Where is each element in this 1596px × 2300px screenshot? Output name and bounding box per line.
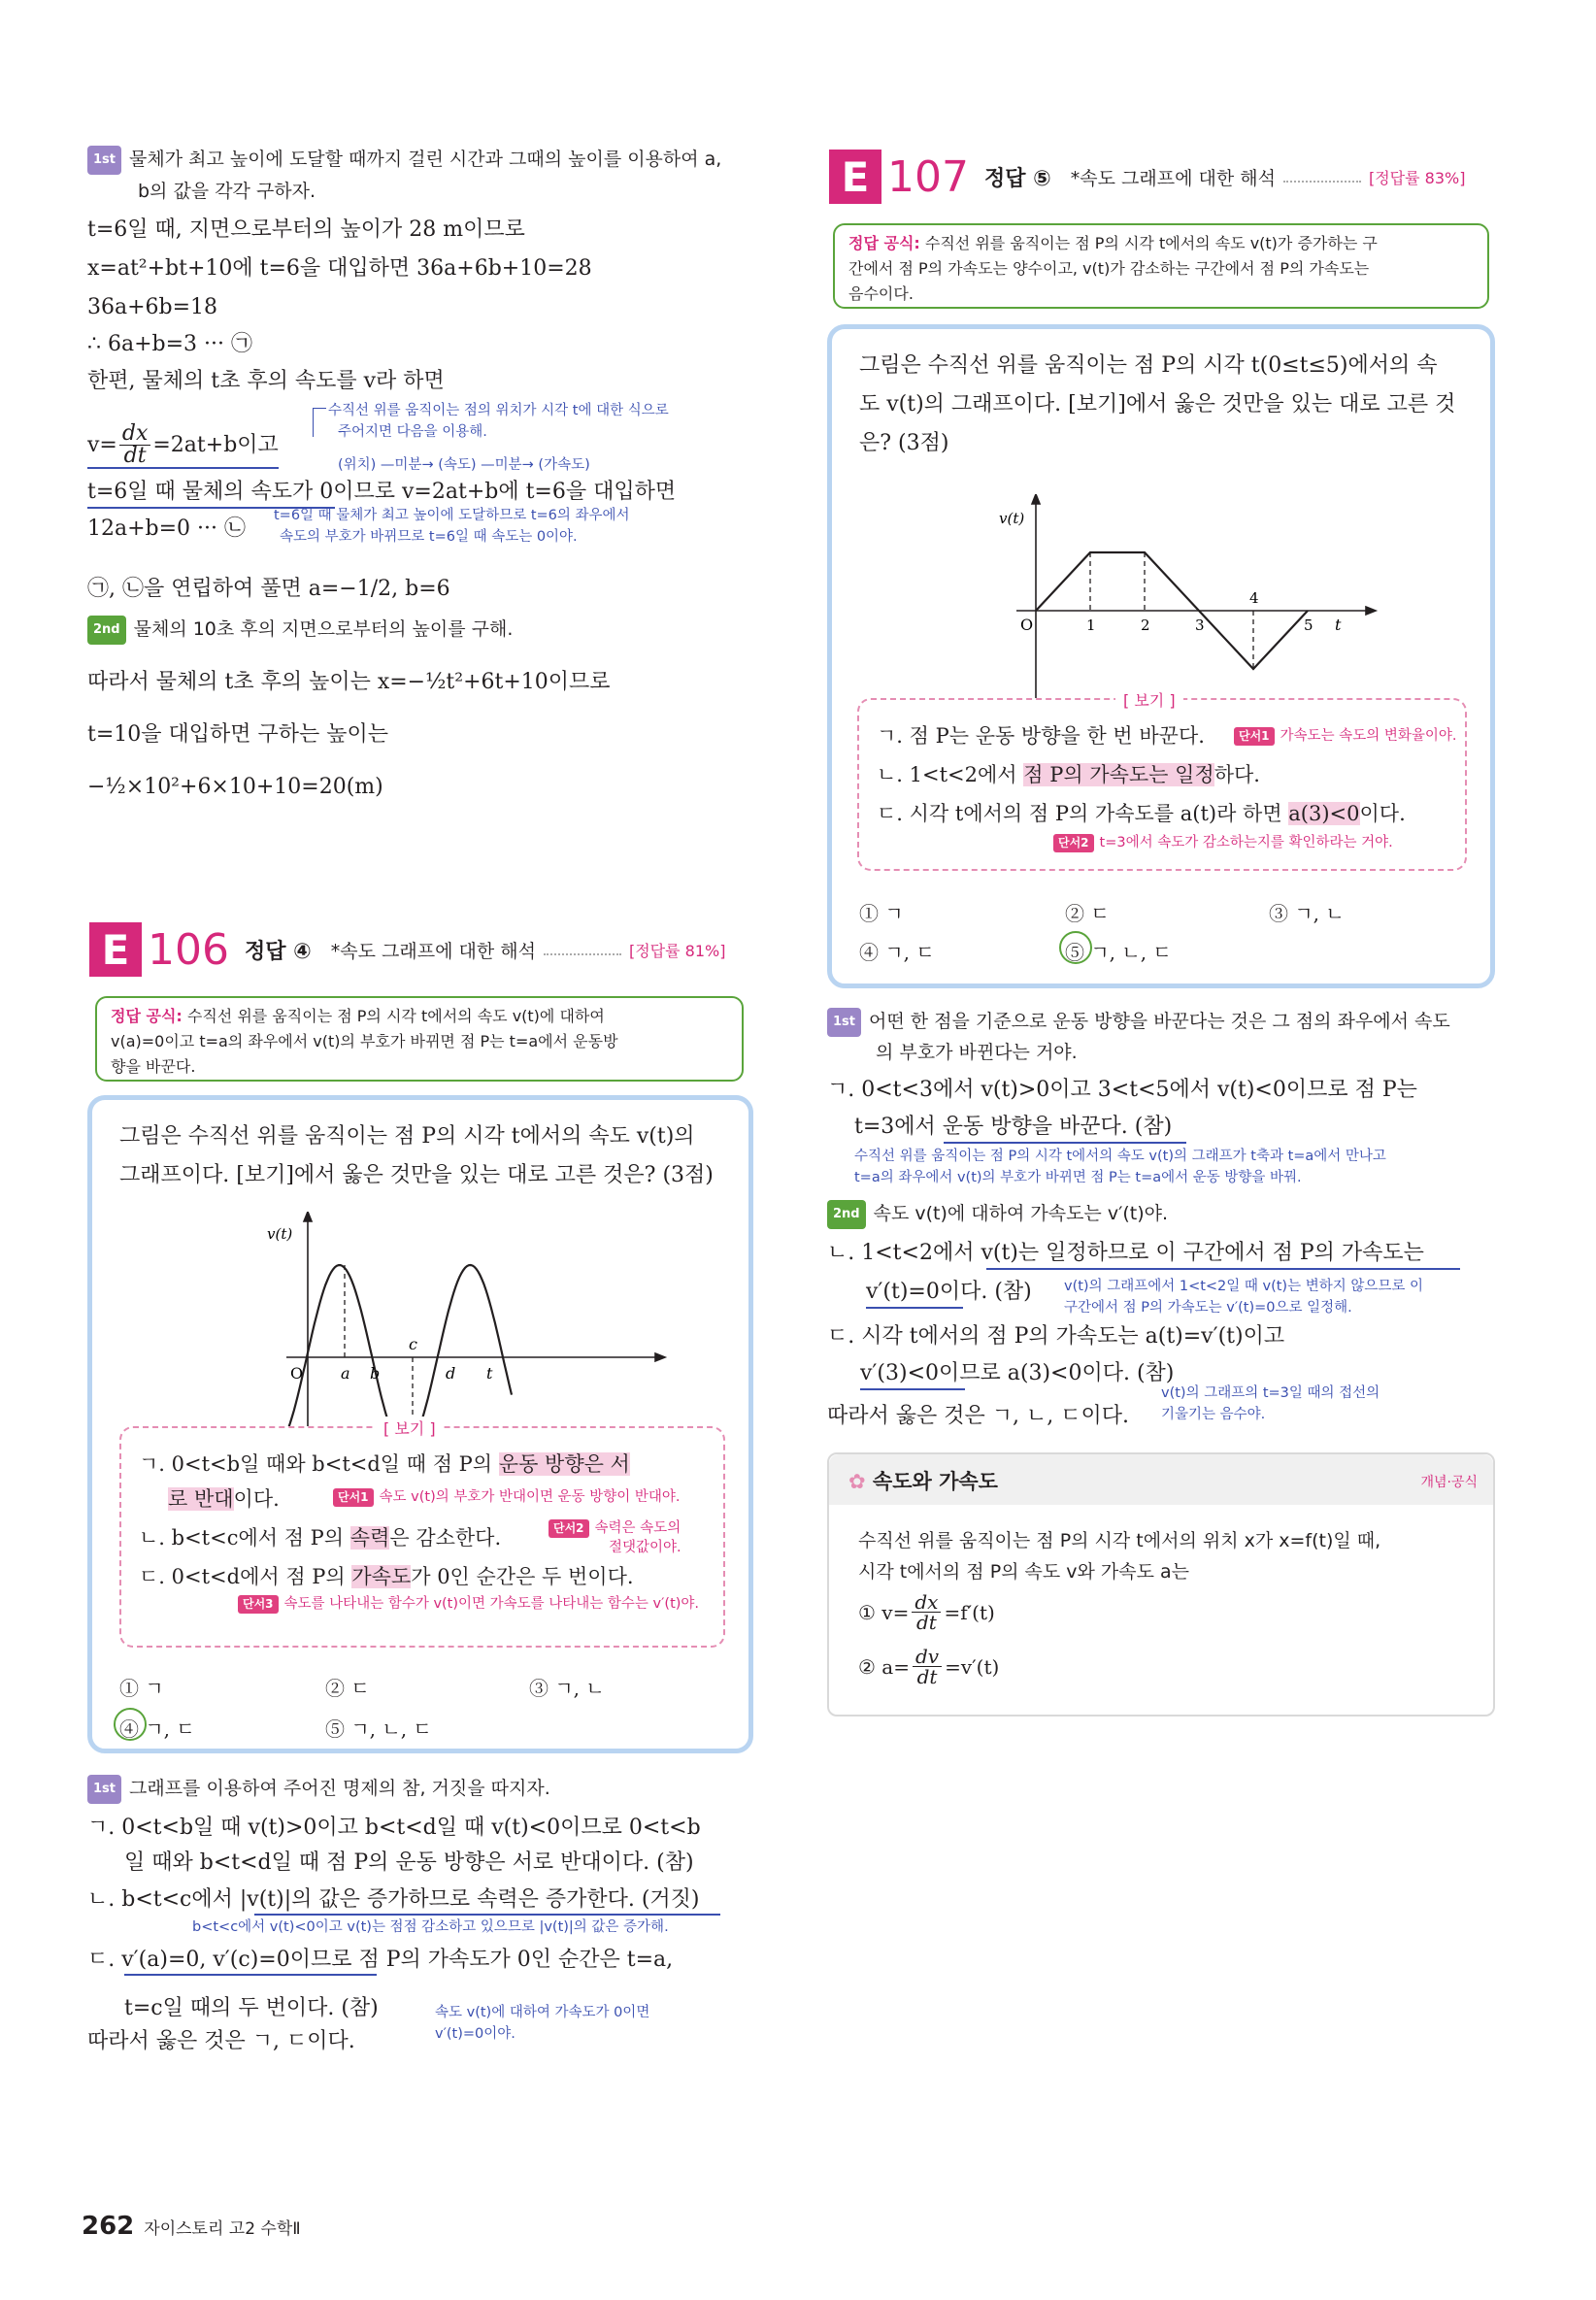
answer-label: 정답 ④: [244, 939, 312, 964]
underline: [254, 1914, 720, 1916]
concept-text: 수직선 위를 움직이는 점 P의 시각 t에서의 위치 x가 x=f(t)일 때,: [858, 1530, 1381, 1551]
note: b<t<c에서 v(t)<0이고 v(t)는 점점 감소하고 있으므로 |v(t)|의 값은 증가해.: [192, 1919, 669, 1935]
underline: [944, 1142, 1186, 1144]
choice-3[interactable]: ③ ㄱ, ㄴ: [1269, 902, 1345, 925]
problem-topic: *속도 그래프에 대한 해석: [330, 940, 536, 962]
concept-title: ✿ 속도와 가속도: [848, 1470, 998, 1493]
problem-badge: E: [89, 922, 142, 977]
hint-3: 단서3 속도를 나타내는 함수가 v(t)이면 가속도를 나타내는 함수는 v′(t)야.: [238, 1595, 699, 1614]
bogi-item-2: ㄴ. b<t<c에서 점 P의 속력은 감소한다.: [139, 1526, 502, 1550]
bogi-item-2: ㄴ. 1<t<2에서 점 P의 가속도는 일정하다.: [877, 763, 1260, 786]
choice-5[interactable]: ⑤ ㄱ, ㄴ, ㄷ: [325, 1717, 432, 1741]
formula-velocity: ① v= $\frac{dx}{dt}$ =f′(t): [858, 1590, 995, 1634]
t-axis-arrow: [655, 1353, 665, 1361]
solution-line: 일 때와 b<t<d일 때 점 P의 운동 방향은 서로 반대이다. (참): [124, 1850, 694, 1875]
key-formula-box: 정답 공식: 수직선 위를 움직이는 점 P의 시각 t에서의 속도 v(t)에 대하여 v(a)=0이고 t=a의 좌우에서 v(t)의 부호가 바뀌면 점 P는 t=a에서 운동방 향을 바꾼다.: [95, 996, 744, 1082]
dotted-leader: [544, 944, 621, 955]
step1-text-2: b의 값을 각각 구하자.: [138, 181, 316, 202]
choice-3[interactable]: ③ ㄱ, ㄴ: [529, 1677, 605, 1700]
bogi-item-3: ㄷ. 0<t<d에서 점 P의 가속도가 0인 순간은 두 번이다.: [139, 1565, 634, 1588]
solution-line: v′(t)=0이다. (참): [866, 1280, 1032, 1304]
solution-line: t=10을 대입하면 구하는 높이는: [87, 722, 389, 747]
choice-2[interactable]: ② ㄷ: [1065, 902, 1110, 925]
step1-text: 물체가 최고 높이에 도달할 때까지 걸린 시간과 그때의 높이를 이용하여 a,: [129, 149, 722, 170]
note: (위치) —미분→ (속도) —미분→ (가속도): [338, 457, 590, 473]
question-box-107: [827, 324, 1495, 988]
question-box-106: [87, 1095, 753, 1753]
choice-1[interactable]: ① ㄱ: [119, 1677, 164, 1700]
problem-header-107: [829, 150, 1465, 204]
underline: [860, 1388, 965, 1390]
bogi-item-1: ㄱ. 점 P는 운동 방향을 한 번 바꾼다.: [877, 724, 1205, 748]
solution-line: ㄱ. 0<t<b일 때 v(t)>0이고 b<t<d일 때 v(t)<0이므로 0<t<b: [87, 1816, 701, 1840]
note: 속도의 부호가 바뀌므로 t=6일 때 속도는 0이야.: [280, 529, 578, 545]
tick-label-2: 2: [1141, 617, 1150, 634]
note: v(t)의 그래프의 t=3일 때의 접선의: [1161, 1385, 1380, 1401]
graph-label-c: c: [409, 1335, 417, 1353]
solution-line: ㉠, ㉡을 연립하여 풀면 a=−1/2, b=6: [87, 577, 450, 601]
solution-line: ㄴ. 1<t<2에서 v(t)는 일정하므로 이 구간에서 점 P의 가속도는: [827, 1241, 1424, 1265]
solution-line: v′(3)<0이므로 a(3)<0이다. (참): [860, 1361, 1175, 1385]
step2-text: 물체의 10초 후의 지면으로부터의 높이를 구해.: [133, 618, 514, 640]
solution-line: x=at²+bt+10에 t=6을 대입하면 36a+6b+10=28: [87, 256, 592, 281]
bogi-box-107: [857, 691, 1467, 871]
graph-label-t: t: [486, 1364, 493, 1383]
solution-line: ㄷ. v′(a)=0, v′(c)=0이므로 점 P의 가속도가 0인 순간은 t=a,: [87, 1948, 674, 1972]
bogi-item-3: ㄷ. 시각 t에서의 점 P의 가속도를 a(t)라 하면 a(3)<0이다.: [877, 802, 1406, 825]
note: 수직선 위를 움직이는 점의 위치가 시각 t에 대한 식으로: [328, 403, 669, 418]
correct-rate: [정답률 83%]: [1368, 168, 1466, 187]
concept-text: 시각 t에서의 점 P의 속도 v와 가속도 a는: [858, 1561, 1190, 1583]
choice-2[interactable]: ② ㄷ: [325, 1677, 370, 1700]
step2-text: 속도 v(t)에 대하여 가속도는 v′(t)야.: [873, 1203, 1169, 1224]
hint-1: 단서1 속도 v(t)의 부호가 반대이면 운동 방향이 반대야.: [333, 1488, 681, 1507]
graph-label-vt: v(t): [267, 1225, 293, 1243]
solution-line: 따라서 물체의 t초 후의 높이는 x=−½t²+6t+10이므로: [87, 670, 611, 694]
solution-line: t=6일 때, 지면으로부터의 높이가 28 m이므로: [87, 217, 525, 242]
solution-line: ㄴ. b<t<c에서 |v(t)|의 값은 증가하므로 속력은 증가한다. (거짓): [87, 1887, 700, 1912]
question-text: 도 v(t)의 그래프이다. [보기]에서 옳은 것만을 있는 대로 고른 것: [859, 392, 1456, 417]
problem-topic: *속도 그래프에 대한 해석: [1070, 167, 1276, 189]
underline: [986, 1268, 1460, 1270]
bogi-title: [ 보기 ]: [1115, 688, 1183, 711]
graph-label-t: t: [1335, 616, 1342, 634]
solution-line: −½×10²+6×10+10=20(m): [87, 775, 383, 799]
note: 구간에서 점 P의 가속도는 v′(t)=0으로 일정해.: [1064, 1300, 1352, 1316]
concept-tag: 개념·공식: [1420, 1475, 1478, 1490]
question-text: 그래프이다. [보기]에서 옳은 것만을 있는 대로 고른 것은? (3점): [119, 1163, 714, 1187]
tick-label-3: 3: [1195, 617, 1205, 634]
graph-label-b: b: [370, 1364, 381, 1383]
step-tag-1st: 1st: [87, 146, 121, 175]
problem-number: 107: [887, 151, 969, 202]
step-tag-2nd: 2nd: [87, 616, 126, 645]
graph-label-d: d: [446, 1364, 456, 1383]
choice-4[interactable]: ④ ㄱ, ㄷ: [119, 1717, 195, 1741]
graph-label-origin: O: [1020, 616, 1034, 634]
step1-text: 그래프를 이용하여 주어진 명제의 참, 거짓을 따지자.: [129, 1778, 550, 1799]
solution-line: t=3에서 운동 방향을 바꾼다. (참): [854, 1115, 1173, 1139]
bogi-item-1: ㄱ. 0<t<b일 때와 b<t<d일 때 점 P의 운동 방향은 서: [139, 1452, 630, 1476]
question-text: 그림은 수직선 위를 움직이는 점 P의 시각 t에서의 속도 v(t)의: [119, 1124, 695, 1149]
velocity-formula: v= $\frac{dx}{dt}$ =2at+b이고: [87, 421, 279, 468]
note: 주어지면 다음을 이용해.: [338, 424, 487, 440]
note: v(t)의 그래프에서 1<t<2일 때 v(t)는 변하지 않으므로 이: [1064, 1279, 1423, 1294]
formula-acceleration: ② a= $\frac{dv}{dt}$ =v′(t): [858, 1645, 1000, 1688]
hint-2: 단서2 속력은 속도의: [549, 1519, 681, 1538]
solution-line: t=6일 때 물체의 속도가 0이므로 v=2at+b에 t=6을 대입하면: [87, 480, 677, 504]
note: 수직선 위를 움직이는 점 P의 시각 t에서의 속도 v(t)의 그래프가 t축과 t=a에서 만나고: [854, 1149, 1386, 1164]
page-footer: [82, 2212, 301, 2241]
tick-label-1: 1: [1086, 617, 1096, 634]
choice-1[interactable]: ① ㄱ: [859, 902, 904, 925]
selected-answer-circle: [1059, 931, 1092, 964]
dotted-leader: [1283, 171, 1361, 183]
solution-line: 12a+b=0 ··· ㉡: [87, 517, 247, 541]
note-connector: [313, 408, 326, 437]
key-formula-box: 정답 공식: 수직선 위를 움직이는 점 P의 시각 t에서의 속도 v(t)가 증가하는 구 간에서 점 P의 가속도는 양수이고, v(t)가 감소하는 구간에서 점 P의 가속도는 음수이다.: [833, 223, 1489, 309]
concept-box: [827, 1452, 1495, 1717]
page-number: 262: [82, 2212, 135, 2241]
note: 기울기는 음수야.: [1161, 1407, 1266, 1422]
tick-label-4: 4: [1249, 589, 1259, 607]
bogi-box-106: [ 보기 ] ㄱ. 0<t<b일 때와 b<t<d일 때 점 P의 운동 방향은 서 로 반대이다. 단서1 속도 v(t)의 부호가 반대이면 운동 방향이 반대야. ㄴ. b<t<c에서 점 P의 속력은 감소한다. 단서2 속력은 속도의 절댓값이야. ㄷ. 0<t<d에서 점 P의 가속도가 0인 순간은 두 번이다. 단서3 속도를 나타내는 함수가 v(t)이면 가속도를 나타내는 함수는 v′(t)야.: [119, 1426, 725, 1648]
v-axis-arrow: [304, 1212, 312, 1221]
graph-label-vt: v(t): [999, 510, 1025, 527]
t-axis-arrow: [1366, 607, 1376, 615]
graph-label-origin: O: [290, 1364, 304, 1383]
note: t=a의 좌우에서 v(t)의 부호가 바뀌면 점 P는 t=a에서 운동 방향을 바꿔.: [854, 1170, 1302, 1185]
tick-label-5: 5: [1304, 617, 1313, 634]
fraction: $\frac{dx}{dt}$: [119, 423, 151, 467]
note: 속도 v(t)에 대하여 가속도가 0이면: [435, 2005, 650, 2020]
solution-line: 따라서 옳은 것은 ㄱ, ㄷ이다.: [87, 2029, 355, 2053]
underline: [866, 1307, 963, 1309]
note: t=6일 때 물체가 최고 높이에 도달하므로 t=6의 좌우에서: [274, 508, 630, 523]
bogi-title: [ 보기 ]: [376, 1417, 444, 1439]
problem-number: 106: [148, 924, 229, 975]
selected-answer-circle: [114, 1708, 147, 1741]
solution-line: 따라서 옳은 것은 ㄱ, ㄴ, ㄷ이다.: [827, 1404, 1129, 1428]
flower-icon: ✿: [848, 1470, 866, 1493]
solution-line: ∴ 6a+b=3 ··· ㉠: [87, 332, 253, 356]
solution-line: 36a+6b=18: [87, 295, 218, 319]
underline: [124, 1974, 377, 1976]
graph-label-a: a: [341, 1364, 350, 1383]
hint-1: 단서1 가속도는 속도의 변화율이야.: [1234, 727, 1456, 746]
choice-4[interactable]: ④ ㄱ, ㄷ: [859, 941, 935, 964]
problem-header-106: [89, 922, 725, 977]
book-title: 자이스토리 고2 수학Ⅱ: [144, 2219, 301, 2239]
answer-label: 정답 ⑤: [983, 166, 1051, 191]
v-axis-arrow: [1032, 494, 1040, 504]
choice-5[interactable]: ⑤ ㄱ, ㄴ, ㄷ: [1065, 941, 1172, 964]
step1-text: 어떤 한 점을 기준으로 운동 방향을 바꾼다는 것은 그 점의 좌우에서 속도: [869, 1011, 1450, 1032]
problem-badge: E: [829, 150, 881, 204]
solution-line: ㄷ. 시각 t에서의 점 P의 가속도는 a(t)=v′(t)이고: [827, 1324, 1285, 1349]
correct-rate: [정답률 81%]: [628, 941, 726, 960]
solution-line: ㄱ. 0<t<3에서 v(t)>0이고 3<t<5에서 v(t)<0이므로 점 P는: [827, 1078, 1417, 1102]
solution-line: t=c일 때의 두 번이다. (참): [124, 1996, 379, 2020]
note: v′(t)=0이야.: [435, 2026, 515, 2042]
hint-2: 단서2 t=3에서 속도가 감소하는지를 확인하라는 거야.: [1053, 834, 1393, 852]
question-text: 그림은 수직선 위를 움직이는 점 P의 시각 t(0≤t≤5)에서의 속: [859, 353, 1438, 378]
solution-line: 한편, 물체의 t초 후의 속도를 v라 하면: [87, 369, 445, 393]
question-text: 은? (3점): [859, 431, 949, 455]
